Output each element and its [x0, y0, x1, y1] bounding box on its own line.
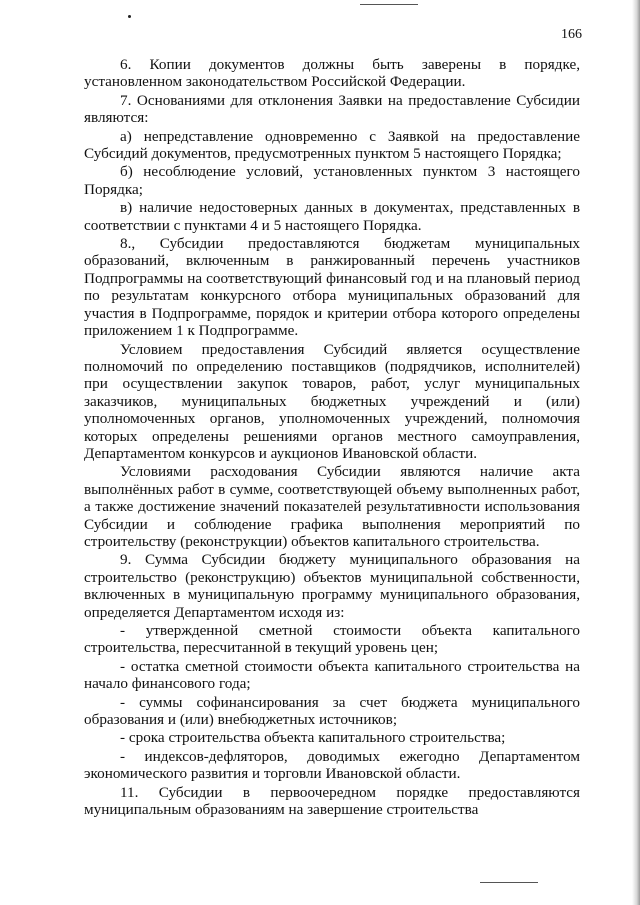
- scan-right-edge: [632, 0, 640, 905]
- paragraph-9: 9. Сумма Субсидии бюджету муниципального образования на строительство (реконструкцию) объектов муниципальной собственности, включенных в муниципальную программу муниципального образования, определяется Департаментом исходя из:: [84, 551, 580, 621]
- paragraph-11: 11. Субсидии в первоочередном порядке предоставляются муниципальным образованиям на завершение строительства: [84, 783, 580, 819]
- list-item-construction-term: - срока строительства объекта капитального строительства;: [120, 729, 506, 747]
- paragraph-8: 8., Субсидии предоставляются бюджетам муниципальных образований, включенным в ранжированный перечень участников Подпрограммы на соответствующий финансовый год и на плановый период по результатам конкурсного отбора муниципальных образований для участия в Подпрограмме, порядок и критерии отбора которого определены приложением 1 к Подпрограмме.: [84, 235, 580, 340]
- paragraph-8-spending: Условиями расходования Субсидии являются наличие акта выполнённых работ в сумме, соответствующей объему выполненных работ, а также достижение значений показателей результативности использования Субсидии и соблюдение графика выполнения мероприятий по строительству (реконструкции) объектов капитального строительства.: [84, 463, 580, 550]
- paragraph-8-condition: Условием предоставления Субсидий является осуществление полномочий по определению поставщиков (подрядчиков, исполнителей) при осуществлении закупок товаров, работ, услуг муниципальных заказчиков, муниципальных бюджетных учреждений и (или) уполномоченных органов, уполномоченных учреждений, полномочия которых определены решениями органов местного самоуправления, Департаментом конкурсов и аукционов Ивановской области.: [84, 340, 580, 462]
- list-item-cofinancing: - суммы софинансирования за счет бюджета муниципального образования и (или) внебюджетных источников;: [84, 693, 580, 729]
- paragraph-6: 6. Копии документов должны быть заверены в порядке, установленном законодательством Российской Федерации.: [84, 56, 580, 91]
- paragraph-7v: в) наличие недостоверных данных в документах, представленных в соответствии с пунктами 4 и 5 настоящего Порядка.: [84, 199, 580, 234]
- list-item-approved-cost: - утвержденной сметной стоимости объекта капитального строительства, пересчитанной в текущий уровень цен;: [84, 622, 580, 657]
- document-body: [84, 56, 580, 819]
- paragraph-7b: б) несоблюдение условий, установленных пунктом 3 настоящего Порядка;: [84, 163, 580, 198]
- bottom-scan-line: [480, 882, 538, 883]
- paragraph-7: 7. Основаниями для отклонения Заявки на предоставление Субсидии являются:: [84, 91, 580, 127]
- list-item-deflator-indices: - индексов-дефляторов, доводимых ежегодно Департаментом экономического развития и торговли Ивановской области.: [84, 747, 580, 783]
- page-number: 166: [561, 27, 582, 42]
- scan-speck: [128, 15, 131, 18]
- paragraph-7a: а) непредставление одновременно с Заявкой на предоставление Субсидий документов, предусмотренных пунктом 5 настоящего Порядка;: [84, 127, 580, 163]
- list-item-remaining-cost: - остатка сметной стоимости объекта капитального строительства на начало финансового года;: [84, 657, 580, 693]
- top-scan-line: [360, 4, 418, 5]
